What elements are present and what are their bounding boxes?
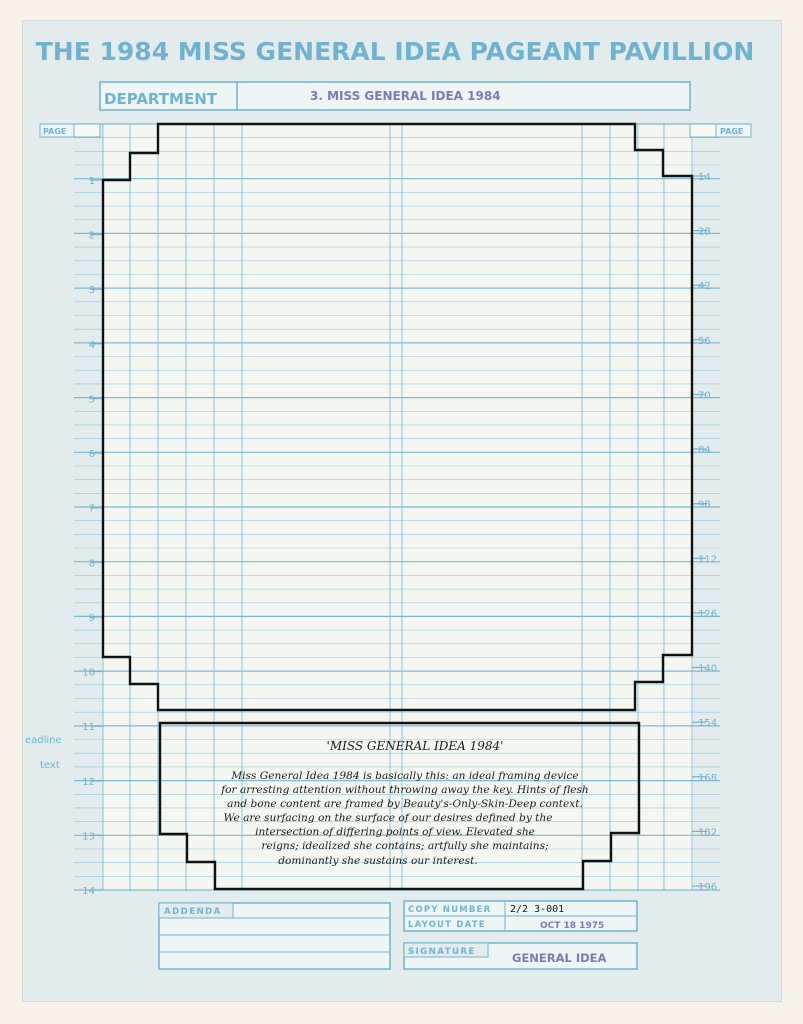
caption-line: intersection of differing points of view. Elevated she bbox=[255, 826, 535, 838]
left-ruler-label: 12 bbox=[82, 776, 95, 788]
caption-line: Miss General Idea 1984 is basically this: an ideal framing device bbox=[231, 770, 579, 782]
left-ruler-label: 11 bbox=[82, 722, 95, 734]
right-ruler-label: 196 bbox=[698, 882, 718, 893]
left-ruler-label: 3 bbox=[88, 285, 95, 297]
text-side-label: text bbox=[40, 760, 60, 771]
right-ruler-label: 168 bbox=[698, 772, 718, 784]
left-ruler-label: 8 bbox=[88, 558, 95, 570]
page-label-left-field bbox=[74, 124, 100, 137]
right-ruler-label: 126 bbox=[698, 608, 718, 620]
page-label-right-field bbox=[690, 124, 716, 137]
left-ruler-label: 14 bbox=[82, 886, 95, 897]
right-ruler-label: 14 bbox=[698, 172, 711, 183]
right-ruler-label: 98 bbox=[698, 499, 711, 511]
right-ruler-label: 56 bbox=[698, 335, 711, 347]
layout-date-label: LAYOUT DATE bbox=[408, 920, 486, 930]
right-ruler-label: 70 bbox=[698, 390, 711, 402]
left-ruler-label: 6 bbox=[88, 449, 95, 461]
department-value: 3. MISS GENERAL IDEA 1984 bbox=[310, 89, 501, 103]
department-label: DEPARTMENT bbox=[104, 90, 217, 108]
left-ruler-label: 9 bbox=[88, 612, 95, 624]
left-ruler-label: 13 bbox=[82, 831, 95, 843]
right-ruler-label: 154 bbox=[698, 718, 718, 730]
left-ruler-label: 10 bbox=[82, 667, 95, 679]
caption-line: dominantly she sustains our interest. bbox=[278, 855, 478, 867]
pageant-title: THE 1984 MISS GENERAL IDEA PAGEANT PAVILLION bbox=[35, 37, 755, 66]
caption-line: reigns; idealized she contains; artfully she maintains; bbox=[261, 840, 549, 852]
caption-line: and bone content are framed by Beauty's-Only-Skin-Deep context. bbox=[227, 798, 583, 810]
copy-number-value: 2/2 3-001 bbox=[510, 904, 565, 915]
caption-heading: 'MISS GENERAL IDEA 1984' bbox=[326, 739, 504, 753]
headline-side-label: eadline bbox=[25, 735, 62, 746]
caption-line: for arresting attention without throwing away the key. Hints of flesh bbox=[221, 784, 589, 796]
addenda-box bbox=[159, 903, 390, 969]
caption-line: We are surfacing on the surface of our desires defined by the bbox=[223, 812, 553, 824]
layout-date-value: OCT 18 1975 bbox=[540, 921, 605, 931]
copy-number-label: COPY NUMBER bbox=[408, 905, 492, 915]
addenda-label: ADDENDA bbox=[164, 907, 222, 917]
right-ruler-label: 112 bbox=[698, 554, 718, 566]
signature-value: GENERAL IDEA bbox=[512, 951, 607, 965]
left-ruler-label: 1 bbox=[88, 176, 95, 187]
right-ruler-label: 42 bbox=[698, 281, 711, 293]
right-ruler-label: 84 bbox=[698, 445, 711, 457]
right-ruler-label: 140 bbox=[698, 663, 718, 675]
right-ruler-label: 182 bbox=[698, 827, 718, 839]
page-label-left: PAGE bbox=[43, 127, 67, 136]
signature-box bbox=[404, 943, 637, 969]
left-ruler-label: 2 bbox=[88, 230, 95, 242]
page-label-right: PAGE bbox=[720, 127, 744, 136]
left-ruler-label: 7 bbox=[88, 503, 95, 515]
right-ruler-label: 28 bbox=[698, 226, 711, 238]
left-ruler-label: 5 bbox=[88, 394, 95, 406]
copy-number-box bbox=[404, 901, 637, 931]
left-ruler-label: 4 bbox=[88, 339, 95, 351]
signature-label: SIGNATURE bbox=[408, 947, 476, 957]
